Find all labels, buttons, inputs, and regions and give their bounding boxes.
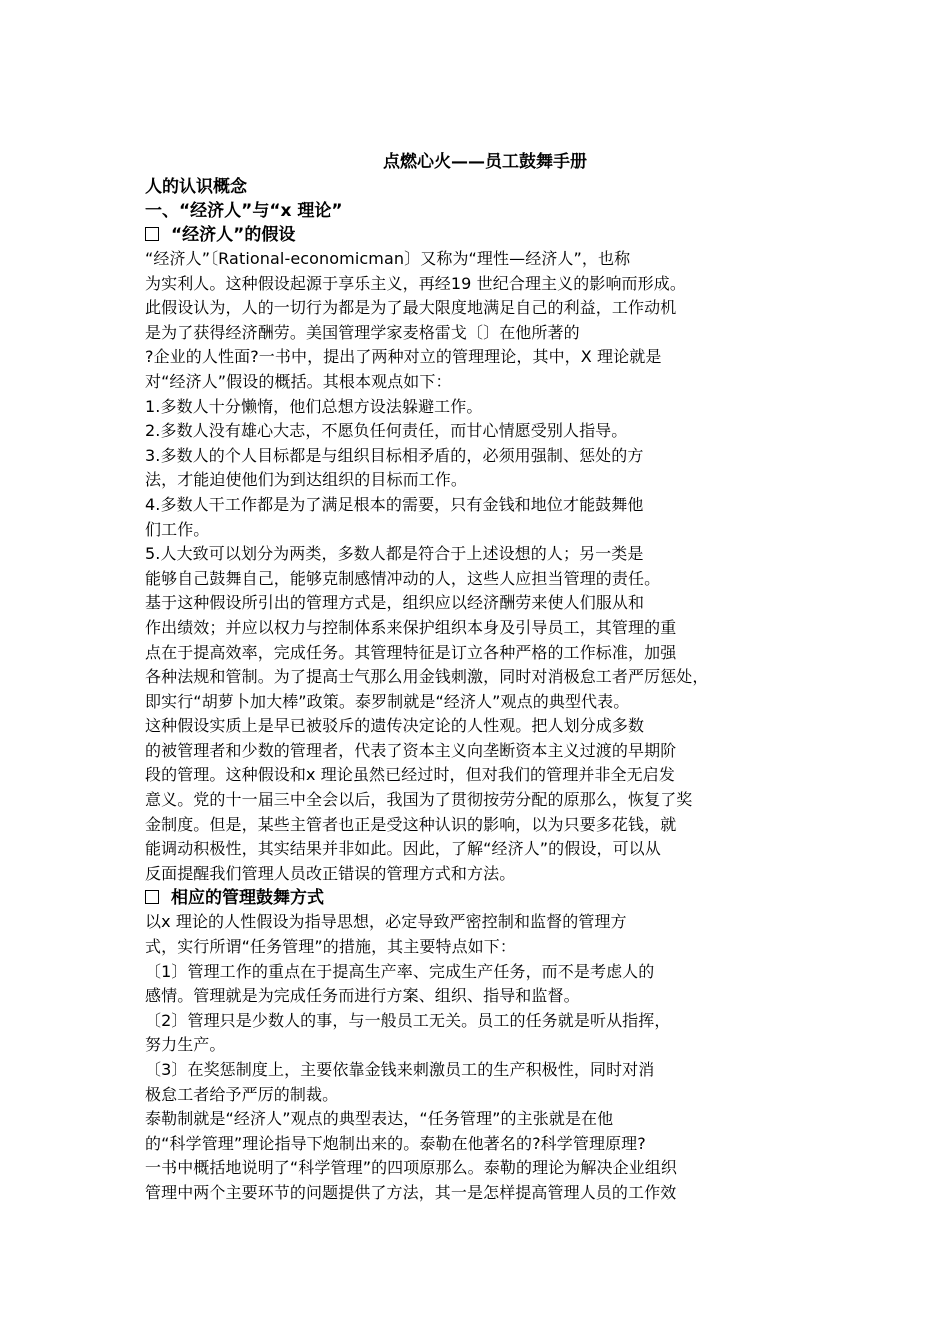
checkbox-icon — [145, 227, 159, 241]
text-line: 能调动积极性，其实结果并非如此。因此，了解“经济人”的假设，可以从 — [145, 839, 661, 859]
text-line: 的“科学管理”理论指导下炮制出来的。泰勒在他著名的?科学管理原理? — [145, 1133, 646, 1153]
text-line: 〔2〕管理只是少数人的事，与一般员工无关。员工的任务就是听从指挥， — [145, 1010, 671, 1030]
text-line: 以x 理论的人性假设为指导思想，必定导致严密控制和监督的管理方 — [145, 912, 627, 932]
text-line: ?企业的人性面?一书中，提出了两种对立的管理理论，其中，X 理论就是 — [145, 347, 662, 367]
text-line: 式，实行所谓“任务管理”的措施，其主要特点如下： — [145, 937, 516, 957]
text-line: 此假设认为，人的一切行为都是为了最大限度地满足自己的利益，工作动机 — [145, 298, 677, 318]
document-page — [145, 150, 825, 1206]
text-line: 感情。管理就是为完成任务而进行方案、组织、指导和监督。 — [145, 986, 580, 1006]
section-heading-text: 相应的管理鼓舞方式 — [171, 888, 324, 909]
text-line: 作出绩效；并应以权力与控制体系来保护组织本身及引导员工，其管理的重 — [145, 617, 677, 637]
text-line: 是为了获得经济酬劳。美国管理学家麦格雷戈〔〕在他所著的 — [145, 322, 580, 342]
section-assumption-body — [145, 247, 825, 886]
text-line: 1.多数人十分懒惰，他们总想方设法躲避工作。 — [145, 396, 483, 416]
text-line: 点在于提高效率，完成任务。其管理特征是订立各种严格的工作标准，加强 — [145, 642, 677, 662]
text-line: 〔3〕在奖惩制度上，主要依靠金钱来刺激员工的生产积极性，同时对消 — [145, 1060, 655, 1079]
text-line: 3.多数人的个人目标都是与组织目标相矛盾的，必须用强制、惩处的方 — [145, 445, 644, 465]
section-management-body — [145, 910, 825, 1205]
text-line: 各种法规和管制。为了提高士气那么用金钱刺激，同时对消极怠工者严厉惩处， — [145, 667, 709, 687]
document-title: 点燃心火——员工鼓舞手册 — [383, 152, 587, 172]
text-line: 反面提醒我们管理人员改正错误的管理方式和方法。 — [145, 863, 516, 883]
text-line: 意义。党的十一届三中全会以后，我国为了贯彻按劳分配的原那么，恢复了奖 — [145, 790, 693, 810]
text-line: 对“经济人”假设的概括。其根本观点如下： — [145, 371, 452, 391]
text-line: 的被管理者和少数的管理者，代表了资本主义向垄断资本主义过渡的早期阶 — [145, 740, 677, 760]
text-line: 2.多数人没有雄心大志，不愿负任何责任，而甘心情愿受别人指导。 — [145, 421, 628, 441]
text-line: 这种假设实质上是早已被驳斥的遗传决定论的人性观。把人划分成多数 — [145, 716, 645, 736]
text-line: 能够自己鼓舞自己，能够克制感情冲动的人，这些人应担当管理的责任。 — [145, 568, 661, 588]
text-line: 们工作。 — [145, 519, 210, 539]
text-line: “经济人”〔Rational-economicman〕又称为“理性—经济人”，也称 — [145, 249, 631, 268]
section-heading-assumption — [145, 223, 825, 247]
section-heading-management — [145, 886, 825, 910]
text-line: 法，才能迫使他们为到达组织的目标而工作。 — [145, 470, 468, 490]
text-line: 〔1〕管理工作的重点在于提高生产率、完成生产任务，而不是考虑人的 — [145, 961, 655, 981]
heading-economic-man-x-theory: 一、“经济人”与“x 理论” — [145, 201, 343, 221]
text-line: 为实利人。这种假设起源于享乐主义，再经19 世纪合理主义的影响而形成。 — [145, 273, 686, 293]
text-line: 极怠工者给予严厉的制裁。 — [145, 1084, 339, 1104]
text-line: 基于这种假设所引出的管理方式是，组织应以经济酬劳来使人们服从和 — [145, 593, 645, 613]
text-line: 4.多数人干工作都是为了满足根本的需要，只有金钱和地位才能鼓舞他 — [145, 494, 644, 514]
text-line: 段的管理。这种假设和x 理论虽然已经过时，但对我们的管理并非全无启发 — [145, 765, 675, 785]
text-line: 金制度。但是，某些主管者也正是受这种认识的影响，以为只要多花钱，就 — [145, 814, 677, 834]
section-heading-text: “经济人”的假设 — [171, 225, 296, 245]
text-line: 管理中两个主要环节的问题提供了方法，其一是怎样提高管理人员的工作效 — [145, 1182, 677, 1202]
heading-concept: 人的认识概念 — [145, 177, 247, 197]
text-line: 努力生产。 — [145, 1035, 226, 1055]
checkbox-icon — [145, 890, 159, 904]
text-line: 5.人大致可以划分为两类，多数人都是符合于上述设想的人；另一类是 — [145, 544, 644, 564]
text-line: 泰勒制就是“经济人”观点的典型表达，“任务管理”的主张就是在他 — [145, 1109, 614, 1129]
text-line: 即实行“胡萝卜加大棒”政策。泰罗制就是“经济人”观点的典型代表。 — [145, 691, 630, 711]
text-line: 一书中概括地说明了“科学管理”的四项原那么。泰勒的理论为解决企业组织 — [145, 1158, 677, 1178]
